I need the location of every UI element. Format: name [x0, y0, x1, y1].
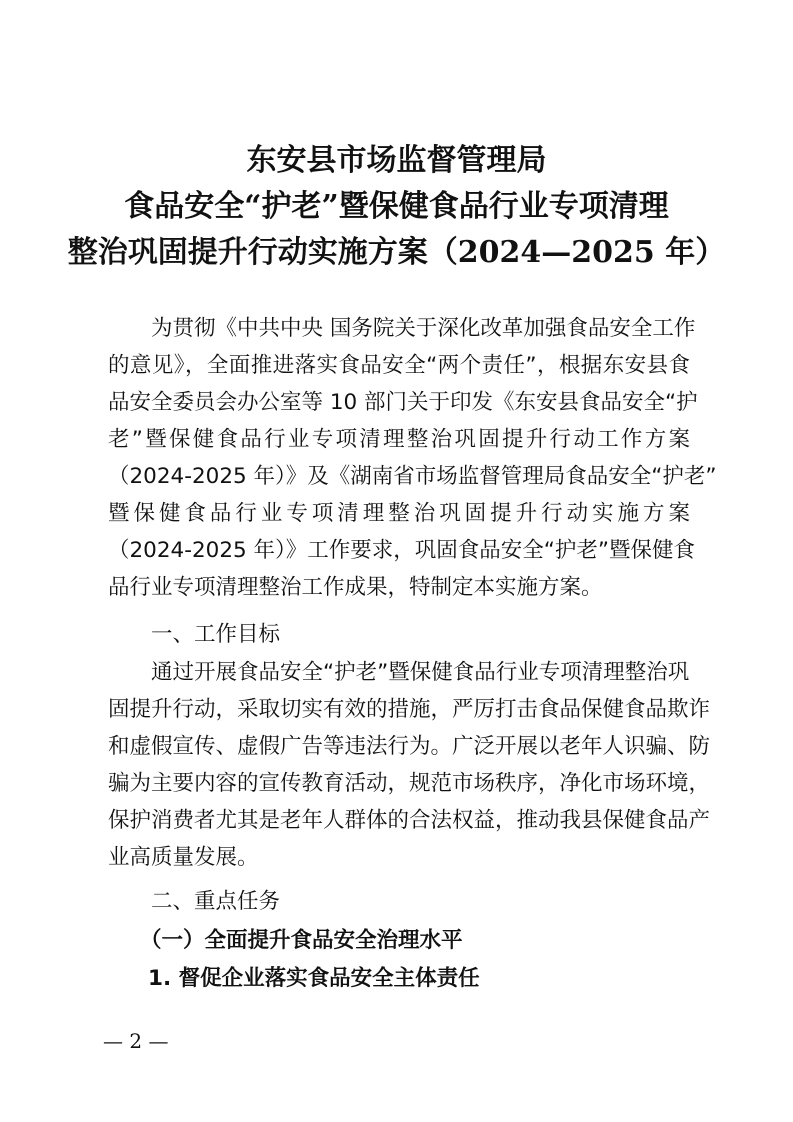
- section-heading-tasks: 二、重点任务: [151, 889, 281, 914]
- goals-paragraph: [108, 654, 711, 876]
- intro-line: （2024-2025 年）》及《湖南省市场监督管理局食品安全“护老”: [108, 464, 717, 489]
- intro-line: 品安全委员会办公室等 10 部门关于印发《东安县食品安全“护: [108, 390, 698, 415]
- document-title: [0, 138, 793, 276]
- intro-line: 为贯彻《中共中央 国务院关于深化改革加强食品安全工作: [151, 316, 696, 341]
- goals-line: 固提升行动，采取切实有效的措施，严厉打击食品保健食品欺诈: [108, 697, 711, 722]
- goals-line: 业高质量发展。: [108, 845, 259, 870]
- title-line-1: 东安县市场监督管理局: [246, 143, 547, 178]
- intro-line: （2024-2025 年）》工作要求，巩固食品安全“护老”暨保健食: [108, 538, 696, 563]
- subsection-heading: （一）全面提升食品安全治理水平: [140, 928, 463, 953]
- intro-line: 品行业专项清理整治工作成果，特制定本实施方案。: [108, 575, 603, 600]
- intro-line: 的意见》，全面推进落实食品安全“两个责任”，根据东安县食: [108, 353, 690, 378]
- title-line-3: 整治巩固提升行动实施方案（2024—2025 年）: [67, 235, 726, 270]
- intro-line: 老”暨保健食品行业专项清理整治巩固提升行动工作方案: [108, 427, 690, 452]
- goals-line: 通过开展食品安全“护老”暨保健食品行业专项清理整治巩: [151, 660, 690, 685]
- intro-paragraph: [108, 310, 717, 606]
- page-number: — 2 —: [103, 1029, 169, 1053]
- goals-line: 和虚假宣传、虚假广告等违法行为。广泛开展以老年人识骗、防: [108, 734, 711, 759]
- title-line-2: 食品安全“护老”暨保健食品行业专项清理: [124, 189, 669, 224]
- goals-line: 保护消费者尤其是老年人群体的合法权益，推动我县保健食品产: [108, 808, 711, 833]
- section-heading-goals: 一、工作目标: [151, 622, 281, 647]
- goals-line: 骗为主要内容的宣传教育活动，规范市场秩序，净化市场环境，: [108, 771, 711, 796]
- item-heading: 1. 督促企业落实食品安全主体责任: [148, 966, 480, 991]
- intro-line: 暨保健食品行业专项清理整治巩固提升行动实施方案: [108, 501, 690, 526]
